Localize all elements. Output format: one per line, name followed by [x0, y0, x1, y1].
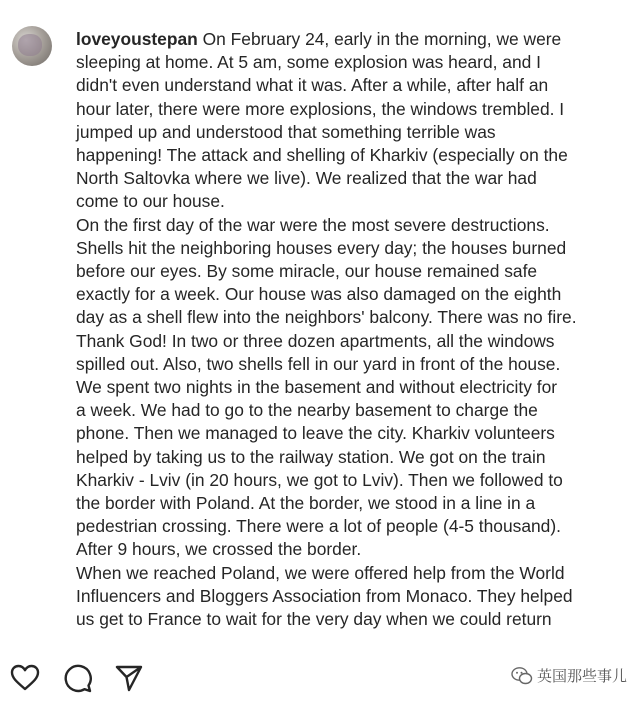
caption-line: helped by taking us to the railway station. We got on the train	[76, 446, 546, 467]
caption-line: North Saltovka where we live). We realized that the war had	[76, 168, 537, 189]
send-icon[interactable]	[114, 663, 144, 693]
avatar[interactable]	[12, 26, 52, 66]
wechat-icon	[511, 666, 533, 686]
caption-line: Thank God! In two or three dozen apartments, all the windows	[76, 330, 555, 351]
caption-line: the border with Poland. At the border, we stood in a line in a	[76, 493, 536, 514]
action-bar	[0, 651, 637, 701]
watermark-text: 英国那些事儿	[536, 668, 627, 685]
caption-line: Influencers and Bloggers Association from Monaco. They helped	[76, 585, 573, 606]
post-caption	[76, 28, 630, 631]
username[interactable]: loveyoustepan	[76, 29, 198, 49]
caption-line: happening! The attack and shelling of Kharkiv (especially on the	[76, 145, 568, 166]
caption-line: We spent two nights in the basement and without electricity for	[76, 377, 558, 398]
caption-line: exactly for a week. Our house was also damaged on the eighth	[76, 284, 562, 305]
caption-line: us get to France to wait for the very day when we could return	[76, 609, 552, 630]
heart-icon[interactable]	[10, 663, 40, 693]
caption-line: Kharkiv - Lviv (in 20 hours, we got to Lviv). Then we followed to	[76, 469, 563, 490]
caption-line: a week. We had to go to the nearby basement to charge the	[76, 400, 538, 421]
caption-line: day as a shell flew into the neighbors' balcony. There was no fire.	[76, 307, 577, 328]
caption-line: On the first day of the war were the most severe destructions.	[76, 214, 550, 235]
caption-line: sleeping at home. At 5 am, some explosion was heard, and I	[76, 52, 541, 73]
caption-line: before our eyes. By some miracle, our house remained safe	[76, 261, 538, 282]
caption-line: phone. Then we managed to leave the city. Kharkiv volunteers	[76, 423, 555, 444]
caption-line: spilled out. Also, two shells fell in our yard in front of the house.	[76, 353, 561, 374]
caption-line: When we reached Poland, we were offered help from the World	[76, 562, 565, 583]
comment-icon[interactable]	[62, 663, 92, 693]
caption-line: pedestrian crossing. There were a lot of people (4-5 thousand).	[76, 516, 561, 537]
watermark	[511, 665, 627, 686]
caption-line: After 9 hours, we crossed the border.	[76, 539, 362, 560]
caption-line: jumped up and understood that something terrible was	[76, 121, 496, 142]
caption-line: didn't even understand what it was. After a while, after half an	[76, 75, 549, 96]
caption-line: come to our house.	[76, 191, 225, 212]
caption-line: hour later, there were more explosions, the windows trembled. I	[76, 98, 565, 119]
caption-line: loveyoustepan On February 24, early in the morning, we were	[76, 29, 562, 49]
caption-line: Shells hit the neighboring houses every day; the houses burned	[76, 237, 567, 258]
